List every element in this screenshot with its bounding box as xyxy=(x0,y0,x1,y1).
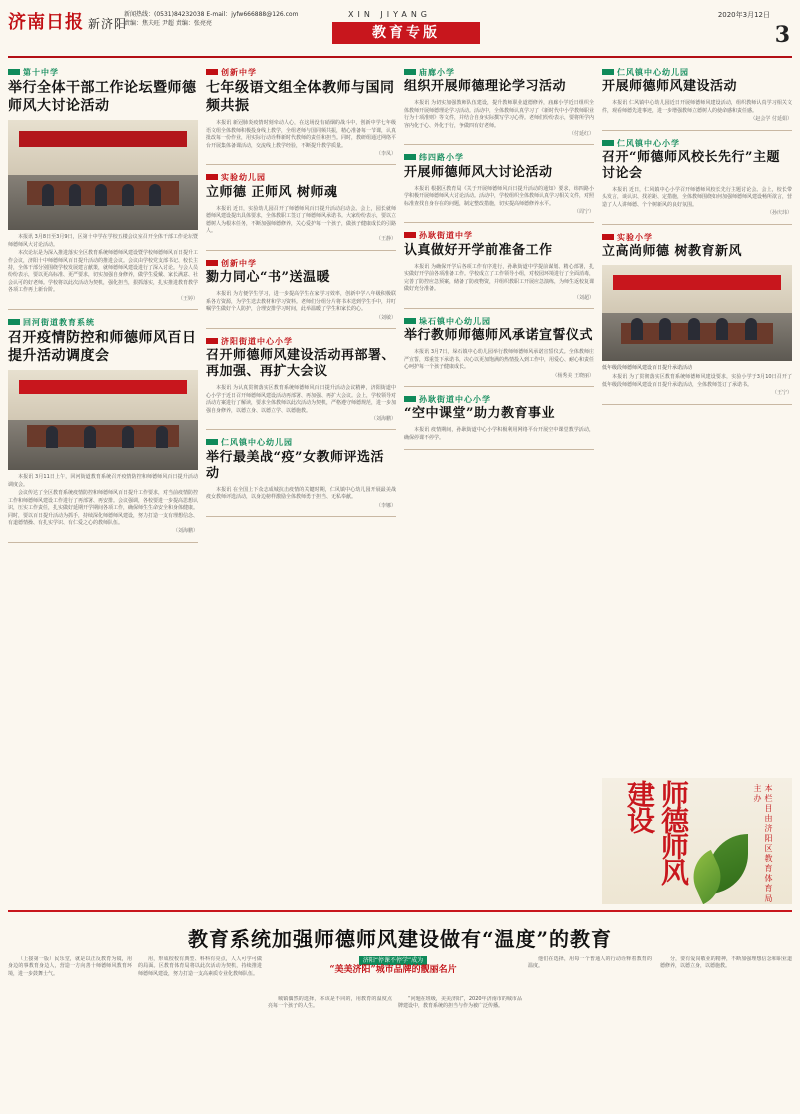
article-miaolang xyxy=(404,64,594,145)
article-department: 仁风镇中心幼儿园 xyxy=(602,69,792,76)
article-byline: （刘敏） xyxy=(375,314,396,321)
article-department: 济阳街道中心小学 xyxy=(206,338,396,345)
article-department: 孙耿街道中学 xyxy=(404,232,594,239)
article-byline: （周宁） xyxy=(573,209,594,216)
article-body: 本次论坛是为深入推进落实全区教育系统师德师风建设暨学校师德师风百日提升工作会议，济阳十中师德师风百日提升活动的推进会议。会议由学校党支部书记、校长主持，全体干部分别围绕学校发展建言献策，就师德师风建设进行了深入讨论。与会人员纷纷表示，要以更高标准、更严要求，切实加强自身修养，做学生爱戴、家长满意、社会认可的好老师。学校将以此次活动为契机，强化担当，狠抓落实，扎实推进教育教学各项工作再上新台阶。 xyxy=(8,250,198,294)
subheading-title: “美美济阳”城市品牌的靓丽名片 xyxy=(329,965,457,976)
hotline-text: 新闻热线：(0531)84232038 E-mail：jyfw666888@126.com xyxy=(124,11,299,18)
article-renfeng-xiaoxue xyxy=(602,135,792,225)
contact-info xyxy=(124,10,298,28)
article-photo xyxy=(8,120,198,230)
article-photo xyxy=(602,265,792,361)
feature-column-6 xyxy=(660,956,792,1104)
logo-text: 济南日报 xyxy=(8,12,84,33)
feature-subheading xyxy=(328,956,458,992)
article-department: 垛石镇中心幼儿园 xyxy=(404,318,594,325)
article-body: 本报讯 3月7日，垛石镇中心幼儿园举行教师师德师风承诺宣誓仪式。全体教师庄严宣誓，郑重签下承诺书，决心以更加饱满的热情投入到工作中，用爱心、耐心和责任心呵护每一个孩子健康成长。 xyxy=(404,349,594,371)
article-renfeng-youeryuan-2 xyxy=(602,64,792,131)
article-body: 本报讯 为确保开学后各项工作有序进行，孙耿街道中学提前谋划、精心部署，扎实做好开学前各项准备工作。学校成立了工作领导小组，对校园环境进行了全面消毒，完善了防控应急预案，储备了防疫物资，并组织教职工开展应急演练，为师生返校复课做好充分准备。 xyxy=(404,263,594,293)
feature-column-4 xyxy=(398,996,522,1104)
article-body: 本报讯 近日，实验幼儿园召开了师德师风百日提升活动启动会。会上，园长就师德师风建设提出具体要求，全体教职工签订了师德师风承诺书。大家纷纷表示，要以立德树人为根本任务，不断加强师德修养，关心爱护每一个孩子，做孩子健康成长的引路人。 xyxy=(206,205,396,235)
feature-body xyxy=(8,956,792,1104)
article-body: 会议传达了全区教育系统疫情防控和师德师风百日提升工作要求，对当前疫情防控工作和师德师风建设工作进行了再部署、再安排。会议强调，各校要进一步提高思想认识，压实工作责任，扎实做好延期开学期间各项工作，确保师生生命安全和身体健康。同时，要以百日提升活动为抓手，持续深化师德师风建设，努力打造一支有理想信念、有道德情操、有扎实学识、有仁爱之心的教师队伍。 xyxy=(8,490,198,526)
article-body: 本报讯 根据区教育局《关于开展师德师风百日提升活动的通知》要求，纬四路小学积极开展师德师风大讨论活动。活动中，学校组织全体教师认真学习相关文件，对照标准查找自身存在的问题，制定整改措施，切实提高师德修养水平。 xyxy=(404,185,594,207)
masthead xyxy=(8,8,792,58)
column-2 xyxy=(206,64,396,904)
editor-text: 责编：焦夫旺 尹超 责编：张亮亮 xyxy=(124,20,212,27)
article-sungeng-xiaoxue xyxy=(404,391,594,450)
article-title: 七年级语文组全体教师与国同频共振 xyxy=(206,80,395,115)
article-title: 召开疫情防控和师德师风百日提升活动调度会 xyxy=(8,330,197,365)
newspaper-logo xyxy=(8,8,127,34)
column-feature-box xyxy=(602,778,792,904)
section-divider xyxy=(8,910,792,912)
article-title: 认真做好开学前准备工作 xyxy=(404,242,553,258)
article-department: 创新中学 xyxy=(206,69,396,76)
article-department: 回河街道教育系统 xyxy=(8,319,198,326)
article-weisilu xyxy=(404,149,594,223)
feature-column-3 xyxy=(268,996,392,1104)
newspaper-page xyxy=(8,8,792,1106)
feature-paragraph: 城镇偶然的选择，本该是不同的，用教育的温度点亮每一个孩子的人生。 xyxy=(268,996,392,1010)
article-title: 召开“师德师风校长先行”主题讨论会 xyxy=(602,150,780,182)
feature-paragraph: 用，形成校校有典型、科科有亮点，人人可学可做的局面。区教育体育局将以此次活动为契机，持续推进师德师风建设，努力打造一支高素质专业化教师队伍。 xyxy=(138,956,262,977)
article-title: 立高尚师德 树教育新风 xyxy=(602,244,743,260)
photo-caption: 本报讯 3月11日上午，回河街道教育系统召开疫情防控和师德师风百日提升活动调度会。 xyxy=(8,474,198,488)
article-byline: （王婷） xyxy=(177,295,198,302)
column-1 xyxy=(8,64,198,904)
article-body: 本报讯 疫情期间，孙耿街道中心小学积极利用网络平台开展空中课堂教学活动，确保停课不停学。 xyxy=(404,427,594,441)
article-title: 举行全体干部工作论坛暨师德师风大讨论活动 xyxy=(8,80,197,115)
column-sponsor-text: 本栏目由济阳区教育体育局主办 xyxy=(753,784,773,904)
article-body: 本报讯 为认真贯彻落实区教育系统师德师风百日提升活动会议精神，济阳街道中心小学于近日召开师德师风建设活动再部署、再加强、再扩大会议。会上，学校领导对活动方案进行了解读，要求全体教师以此次活动为契机，严格遵守师德规范，进一步加强自身修养，以德立身、以德立学、以德施教。 xyxy=(206,385,396,414)
article-department: 仁风镇中心幼儿园 xyxy=(206,439,396,446)
issue-date: 2020年3月12日 xyxy=(717,11,770,19)
article-body: 本报讯 为切实加强教师队伍建设，提升教师职业道德修养，庙廊小学近日组织全体教师开展师德理论学习活动。活动中，全体教师认真学习了《新时代中小学教师职业行为十项准则》等文件，并结合自身实际撰写学习心得。老师们纷纷表示，要将所学内容内化于心、外化于行，争做四有好老师。 xyxy=(404,100,594,129)
article-department: 仁风镇中心小学 xyxy=(602,140,792,147)
subheading-tag: 济阳“停课不停学”成为 xyxy=(359,956,427,965)
article-title: “空中课堂”助力教育事业 xyxy=(404,406,555,422)
article-photo xyxy=(8,370,198,470)
feature-paragraph: （上接第一版）民乐堂，就是以正反教育为镜，用身边的事教育身边人，营造一方向善十师德师风教育环境，进一步鼓舞士气。 xyxy=(8,956,132,977)
feature-paragraph: 他们在选择，用每一个普通人的行动诠释着教育的温度。 xyxy=(528,956,652,970)
article-title: 开展师德师风建设活动 xyxy=(602,79,738,95)
article-byline: （赵会学 付延娟） xyxy=(750,116,792,123)
article-body: 本报讯 在全国上下众志成城抗击疫情的关键时期，仁风镇中心幼儿园开展最美战疫女教师评选活动，以身边榜样激励全体教师勇于担当、无私奉献。 xyxy=(206,486,396,501)
column-3 xyxy=(404,64,594,904)
article-byline: （李凤） xyxy=(375,151,396,158)
article-shizhong xyxy=(8,64,198,310)
article-byline: （王宁） xyxy=(771,390,792,397)
article-body: 本报讯 仁风镇中心幼儿园近日开展师德师风建设活动，组织教师认真学习相关文件，观看师德先进事迹，进一步增强教师立德树人的使命感和责任感。 xyxy=(602,100,792,114)
article-byline: （孙庆玮） xyxy=(766,210,792,217)
article-byline: （刘海鹏） xyxy=(172,528,198,535)
article-department: 庙廊小学 xyxy=(404,69,594,76)
article-byline: （付延红） xyxy=(568,131,594,138)
article-renfeng-youeryuan xyxy=(206,434,396,517)
article-sungeng-zhongxue xyxy=(404,227,594,308)
article-department: 孙耿街道中心小学 xyxy=(404,396,594,403)
section-title: 教育专版 xyxy=(332,22,480,44)
article-department: 纬四路小学 xyxy=(404,154,594,161)
article-byline: （王静） xyxy=(375,236,396,243)
article-duoshi xyxy=(404,313,594,387)
article-title: 召开师德师风建设活动再部署、再加强、再扩大会议 xyxy=(206,348,396,380)
article-title: 立师德 正师风 树师魂 xyxy=(206,184,338,200)
calligraphy-title: 师德师风建设 xyxy=(623,780,690,884)
feature-paragraph: 分，要有爱岗敬业的精神，不断加强理想信念和职业道德修养，以德立身，以德施教。 xyxy=(660,956,792,970)
article-body: 本报讯 近日，仁风镇中心小学召开师德师风校长先行主题讨论会。会上，校长带头发言，谈认识、找差距、定措施，全体教师围绕如何加强师德师风建设畅所欲言，营造了人人讲师德、个个树新风的良好氛围。 xyxy=(602,187,792,208)
article-body: 本报讯 新冠肺炎疫情时刻牵动人心，在这场没有硝烟的战斗中，创新中学七年级语文组全体教师积极投身线上教学，全组老师与国同频共振，精心准备每一节课，认真批改每一份作业，用实际行动诠释新时代教师的责任和担当。同时，教研组通过网络平台开展集体备课活动，交流线上教学经验，不断提升教学质量。 xyxy=(206,120,396,149)
article-byline: （杨秀美 王晓丽） xyxy=(552,372,594,379)
pinyin-title: XIN JIYANG xyxy=(348,10,432,19)
article-department: 第十中学 xyxy=(8,69,198,76)
feature-column-2 xyxy=(138,956,262,1104)
article-body: 本报讯 为方便学生学习，进一步提高学生在家学习效率，创新中学八年级积极联系各方资源，为学生送去教材和学习资料。老师们分组分片将书本送到学生手中，并叮嘱学生做好个人防护，合理安排学习时间，此举温暖了学生和家长的心。 xyxy=(206,291,396,313)
article-department: 实验小学 xyxy=(602,234,792,241)
article-shiyan-xiaoxue xyxy=(602,229,792,405)
article-chuangxin-2 xyxy=(206,255,396,329)
article-byline: （李娜） xyxy=(375,502,396,509)
page-number: 3 xyxy=(774,22,790,48)
article-department: 实验幼儿园 xyxy=(206,174,396,181)
article-chuangxin-1 xyxy=(206,64,396,165)
feature-paragraph: “问题在班级，美美济阳”，2020年济南市的城市品牌建设中，教育系统的担当与作为被广泛传播。 xyxy=(398,996,522,1010)
article-title: 举行教师师德师风承诺宣誓仪式 xyxy=(404,328,594,344)
article-department: 创新中学 xyxy=(206,260,396,267)
article-byline: （刘海鹏） xyxy=(370,415,396,422)
photo-banner-text: 低年级段师德师风建设百日提升承诺活动 xyxy=(602,365,693,372)
article-title: 举行最美战“疫”女教师评选活动 xyxy=(206,449,384,481)
feature-column-1 xyxy=(8,956,132,1104)
photo-caption: 本报讯 3月8日至3月9日，区第十中学在学校五楼会议室召开全体干部工作论坛暨师德师风大讨论活动。 xyxy=(8,234,198,248)
article-shiyan-youeryuan xyxy=(206,169,396,250)
article-byline: （刘超） xyxy=(573,294,594,301)
article-title: 勠力同心“书”送温暖 xyxy=(206,270,330,286)
article-title: 组织开展师德理论学习活动 xyxy=(404,79,567,95)
article-body: 本报讯 为了贯彻落实区教育系统师德师风建设要求，实验小学于3月10日召开了低年级段师德师风建设百日提升承诺活动，全体教师签订了承诺书。 xyxy=(602,374,792,388)
feature-column-5 xyxy=(528,956,652,1104)
feature-headline: 教育系统加强师德师风建设做有“温度”的教育 xyxy=(187,927,612,951)
article-jiyang-jiedao xyxy=(206,333,396,430)
logo-subtitle: 新济阳 xyxy=(88,17,128,31)
article-title: 开展师德师风大讨论活动 xyxy=(404,164,553,180)
article-huihe xyxy=(8,314,198,543)
